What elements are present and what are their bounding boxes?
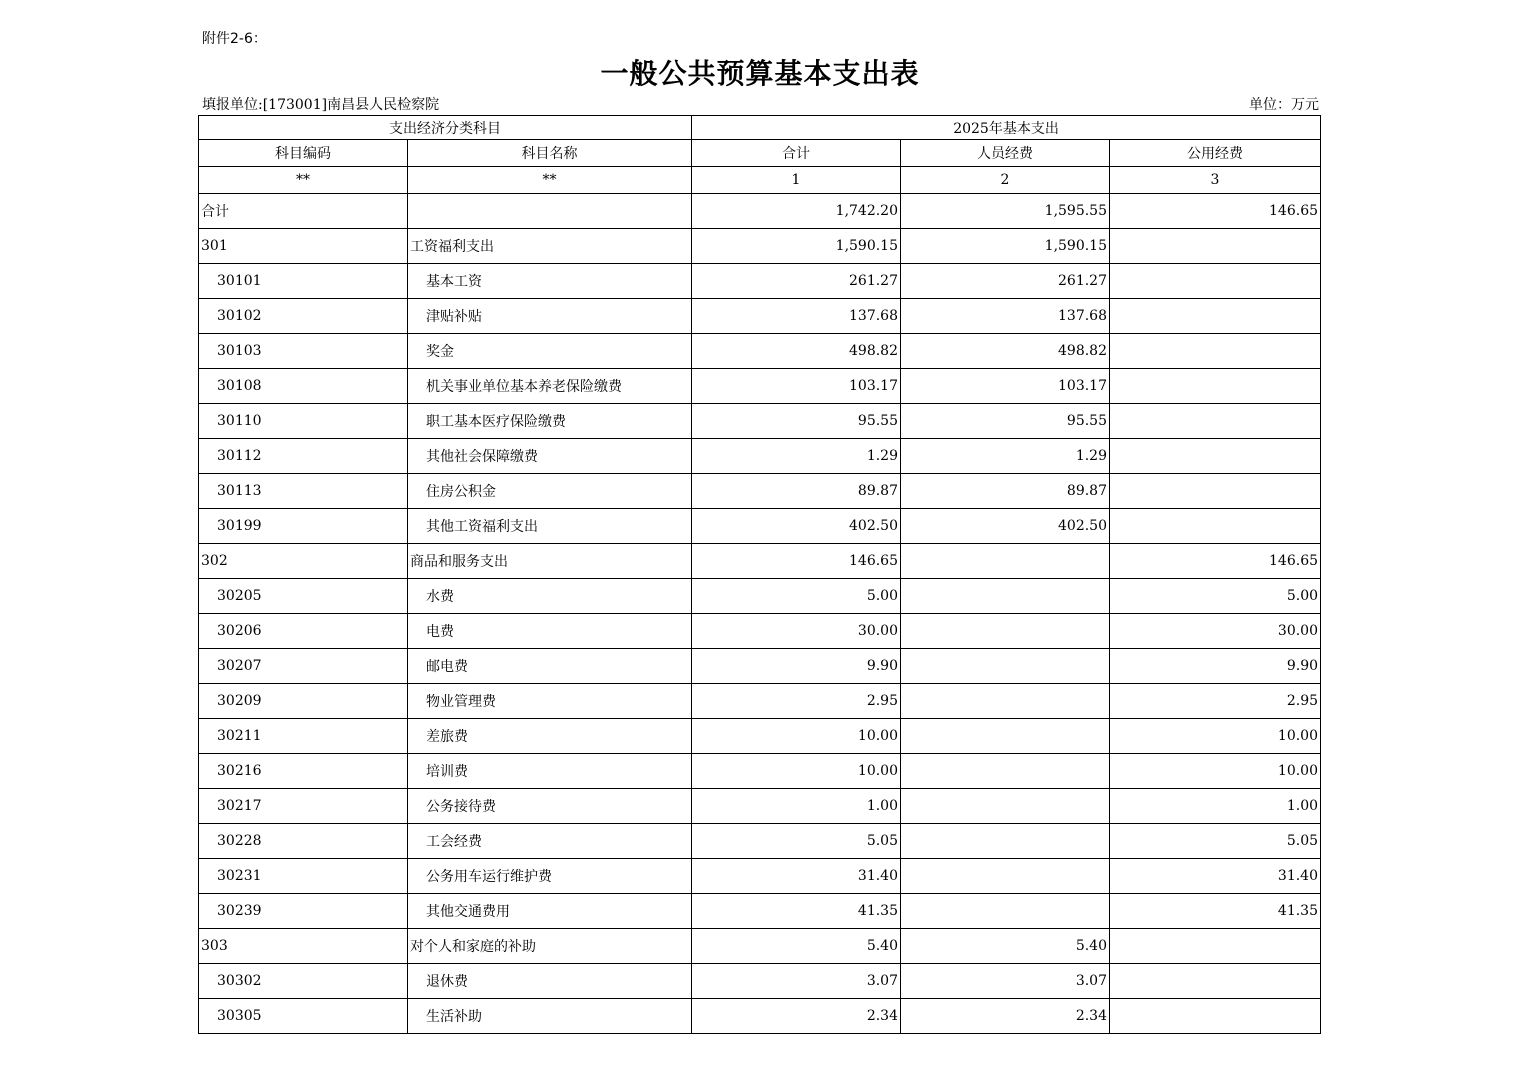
cell-public: 10.00 [1110, 719, 1321, 754]
cell-total: 1.29 [692, 439, 901, 474]
cell-personnel: 137.68 [901, 299, 1110, 334]
cell-personnel [901, 544, 1110, 579]
cell-personnel: 2.34 [901, 999, 1110, 1034]
cell-code: 30103 [199, 334, 408, 369]
header-personnel: 人员经费 [901, 140, 1110, 167]
cell-name: 津贴补贴 [408, 299, 692, 334]
cell-name: 奖金 [408, 334, 692, 369]
cell-total: 103.17 [692, 369, 901, 404]
budget-table [198, 115, 1321, 1034]
table-row [199, 474, 1321, 509]
table-row [199, 369, 1321, 404]
attachment-label: 附件2-6： [202, 31, 267, 47]
cell-personnel [901, 719, 1110, 754]
cell-total: 30.00 [692, 614, 901, 649]
index-code: ** [199, 167, 408, 194]
cell-public: 41.35 [1110, 894, 1321, 929]
cell-total: 31.40 [692, 859, 901, 894]
cell-name: 退休费 [408, 964, 692, 999]
table-row [199, 859, 1321, 894]
cell-personnel [901, 684, 1110, 719]
cell-public [1110, 334, 1321, 369]
cell-code: 303 [199, 929, 408, 964]
table-row [199, 649, 1321, 684]
cell-public [1110, 299, 1321, 334]
cell-name: 电费 [408, 614, 692, 649]
cell-public [1110, 439, 1321, 474]
table-row [199, 544, 1321, 579]
cell-total: 146.65 [692, 544, 901, 579]
cell-code: 302 [199, 544, 408, 579]
cell-total: 1,742.20 [692, 194, 901, 229]
table-row [199, 194, 1321, 229]
cell-name: 工会经费 [408, 824, 692, 859]
cell-total: 1,590.15 [692, 229, 901, 264]
header-group-row [199, 116, 1321, 140]
header-index-row [199, 167, 1321, 194]
table-row [199, 404, 1321, 439]
cell-name: 其他工资福利支出 [408, 509, 692, 544]
cell-name: 对个人和家庭的补助 [408, 929, 692, 964]
cell-personnel: 402.50 [901, 509, 1110, 544]
cell-personnel: 3.07 [901, 964, 1110, 999]
cell-name: 水费 [408, 579, 692, 614]
cell-name: 机关事业单位基本养老保险缴费 [408, 369, 692, 404]
cell-personnel [901, 859, 1110, 894]
cell-name: 职工基本医疗保险缴费 [408, 404, 692, 439]
table-row [199, 334, 1321, 369]
cell-total: 95.55 [692, 404, 901, 439]
cell-personnel [901, 894, 1110, 929]
header-group-right: 2025年基本支出 [692, 116, 1321, 140]
cell-public [1110, 404, 1321, 439]
cell-personnel: 498.82 [901, 334, 1110, 369]
cell-name: 物业管理费 [408, 684, 692, 719]
cell-public: 146.65 [1110, 194, 1321, 229]
cell-total: 261.27 [692, 264, 901, 299]
cell-public [1110, 999, 1321, 1034]
cell-personnel [901, 649, 1110, 684]
table-row [199, 299, 1321, 334]
table-row [199, 964, 1321, 999]
cell-public [1110, 229, 1321, 264]
cell-total: 10.00 [692, 719, 901, 754]
cell-public [1110, 264, 1321, 299]
cell-public: 1.00 [1110, 789, 1321, 824]
index-total: 1 [692, 167, 901, 194]
cell-code: 30102 [199, 299, 408, 334]
cell-name: 差旅费 [408, 719, 692, 754]
cell-total: 5.40 [692, 929, 901, 964]
cell-public: 10.00 [1110, 754, 1321, 789]
cell-name [408, 194, 692, 229]
cell-code: 30211 [199, 719, 408, 754]
cell-name: 基本工资 [408, 264, 692, 299]
cell-code: 30205 [199, 579, 408, 614]
cell-code: 30231 [199, 859, 408, 894]
cell-code: 30108 [199, 369, 408, 404]
cell-public [1110, 369, 1321, 404]
cell-total: 41.35 [692, 894, 901, 929]
index-public: 3 [1110, 167, 1321, 194]
table-row [199, 264, 1321, 299]
cell-public: 146.65 [1110, 544, 1321, 579]
cell-code: 30110 [199, 404, 408, 439]
cell-personnel: 95.55 [901, 404, 1110, 439]
table-row [199, 614, 1321, 649]
cell-personnel [901, 614, 1110, 649]
cell-code: 30305 [199, 999, 408, 1034]
index-name: ** [408, 167, 692, 194]
currency-unit: 单位：万元 [1249, 97, 1319, 113]
cell-personnel [901, 789, 1110, 824]
cell-personnel [901, 824, 1110, 859]
cell-public [1110, 929, 1321, 964]
cell-name: 公务用车运行维护费 [408, 859, 692, 894]
cell-code: 30113 [199, 474, 408, 509]
cell-code: 30207 [199, 649, 408, 684]
cell-personnel: 1.29 [901, 439, 1110, 474]
cell-code: 合计 [199, 194, 408, 229]
cell-public: 30.00 [1110, 614, 1321, 649]
cell-public: 31.40 [1110, 859, 1321, 894]
cell-name: 其他交通费用 [408, 894, 692, 929]
cell-code: 30199 [199, 509, 408, 544]
header-total: 合计 [692, 140, 901, 167]
header-public: 公用经费 [1110, 140, 1321, 167]
cell-name: 邮电费 [408, 649, 692, 684]
cell-personnel: 5.40 [901, 929, 1110, 964]
table-row [199, 789, 1321, 824]
page-title: 一般公共预算基本支出表 [600, 57, 920, 90]
cell-total: 89.87 [692, 474, 901, 509]
cell-total: 498.82 [692, 334, 901, 369]
cell-total: 137.68 [692, 299, 901, 334]
cell-total: 5.05 [692, 824, 901, 859]
index-personnel: 2 [901, 167, 1110, 194]
reporting-unit: 填报单位:[173001]南昌县人民检察院 [202, 97, 440, 113]
cell-name: 住房公积金 [408, 474, 692, 509]
table-row [199, 439, 1321, 474]
cell-personnel: 1,595.55 [901, 194, 1110, 229]
table-row [199, 509, 1321, 544]
cell-name: 生活补助 [408, 999, 692, 1034]
table-body [199, 194, 1321, 1034]
cell-total: 9.90 [692, 649, 901, 684]
cell-name: 商品和服务支出 [408, 544, 692, 579]
cell-personnel: 103.17 [901, 369, 1110, 404]
cell-name: 培训费 [408, 754, 692, 789]
cell-public [1110, 509, 1321, 544]
table-row [199, 684, 1321, 719]
cell-total: 402.50 [692, 509, 901, 544]
cell-code: 30302 [199, 964, 408, 999]
header-name: 科目名称 [408, 140, 692, 167]
cell-name: 工资福利支出 [408, 229, 692, 264]
cell-code: 30217 [199, 789, 408, 824]
cell-name: 其他社会保障缴费 [408, 439, 692, 474]
cell-public: 5.00 [1110, 579, 1321, 614]
table-row [199, 894, 1321, 929]
cell-personnel: 89.87 [901, 474, 1110, 509]
cell-public [1110, 474, 1321, 509]
cell-total: 2.95 [692, 684, 901, 719]
cell-personnel: 1,590.15 [901, 229, 1110, 264]
header-column-row [199, 140, 1321, 167]
cell-personnel [901, 579, 1110, 614]
table-row [199, 754, 1321, 789]
cell-code: 30101 [199, 264, 408, 299]
table-row [199, 999, 1321, 1034]
cell-total: 2.34 [692, 999, 901, 1034]
header-group-left: 支出经济分类科目 [199, 116, 692, 140]
cell-total: 10.00 [692, 754, 901, 789]
cell-code: 30216 [199, 754, 408, 789]
cell-total: 3.07 [692, 964, 901, 999]
table-row [199, 719, 1321, 754]
cell-public: 5.05 [1110, 824, 1321, 859]
cell-code: 30228 [199, 824, 408, 859]
cell-personnel: 261.27 [901, 264, 1110, 299]
cell-public [1110, 964, 1321, 999]
table-row [199, 929, 1321, 964]
cell-name: 公务接待费 [408, 789, 692, 824]
cell-code: 30209 [199, 684, 408, 719]
cell-total: 5.00 [692, 579, 901, 614]
table-row [199, 229, 1321, 264]
table-row [199, 824, 1321, 859]
cell-code: 30239 [199, 894, 408, 929]
cell-code: 301 [199, 229, 408, 264]
cell-personnel [901, 754, 1110, 789]
cell-total: 1.00 [692, 789, 901, 824]
table-row [199, 579, 1321, 614]
cell-code: 30112 [199, 439, 408, 474]
header-code: 科目编码 [199, 140, 408, 167]
cell-public: 2.95 [1110, 684, 1321, 719]
cell-code: 30206 [199, 614, 408, 649]
cell-public: 9.90 [1110, 649, 1321, 684]
